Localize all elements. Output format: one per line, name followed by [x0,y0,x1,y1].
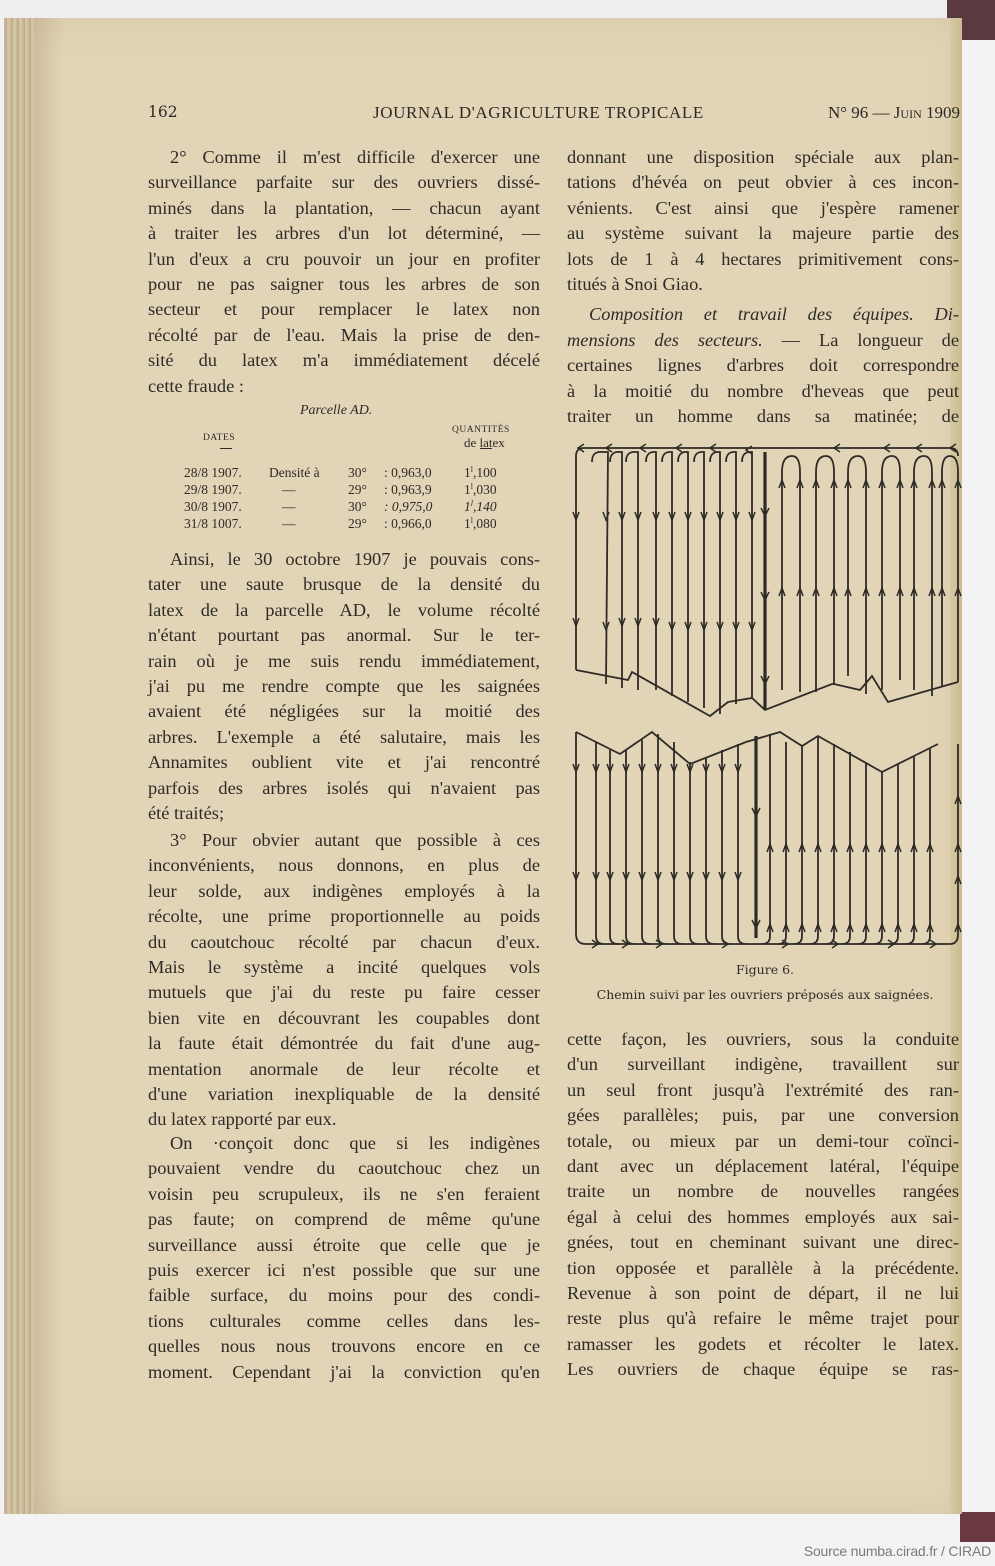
text-line: traite un nombre de nouvelles rangées [567,1181,959,1202]
text-line: traiter un homme dans sa matinée; de [567,406,959,427]
bottom-diagram [573,732,961,948]
text-line: mentation anormale de leur récolte et [148,1058,540,1079]
header-quantities: QUANTITÉS [452,425,510,435]
left-column-para-2 [148,547,540,826]
text-line: Ainsi, le 30 octobre 1907 je pouvais cons- [170,549,540,569]
left-column-para-1 [148,145,540,399]
text-line: parfois des arbres isolés qui n'avaient pas [148,777,540,798]
header-latex: de latex [464,435,505,450]
section-heading: Composition et travail des équipes. Di- [589,304,959,325]
text-line: 3° Pour obvier autant que possible à ces [170,830,540,850]
text-line: d'un surveillant indigène, travaillent sur [567,1054,959,1075]
text-line: pouvaient vendre du caoutchouc chez un [148,1158,540,1179]
figure-6-diagram [570,440,965,960]
issue-info: N° 96 — Juin 1909 [827,103,960,122]
text-line: tions culturales comme celles dans les- [148,1310,540,1331]
text-line: tations d'hévéa on peut obvier à ces incon- [567,172,959,193]
text-line: mensions des secteurs. — La longueur de [567,329,959,350]
text-line: lots de 1 à 4 hectares primitivement cons- [567,248,959,269]
text-line: donnant une disposition spéciale aux plan- [567,147,959,167]
text-line: récolté par de l'eau. Mais la prise de den- [148,324,540,345]
text-line: faible surface, du moins pour des condi- [148,1285,540,1306]
page-number: 162 [148,103,178,121]
left-column-para-3 [148,828,540,1133]
text-line: tater une saute brusque de la densité du [148,574,540,595]
source-credit: Source numba.cirad.fr / CIRAD [803,1543,991,1559]
text-line: tion opposée et parallèle à la précédente. [567,1257,959,1278]
text-line: dant avec un déplacement latéral, l'équipe [567,1156,959,1177]
text-line: n'étant pourtant pas anormal. Sur le ter- [148,625,540,646]
text-line: rain où je me suis rendu immédiatement, [148,650,540,671]
text-line: quelles nous nous trouvons encore en ce [148,1336,540,1357]
dash-divider [220,448,232,449]
text-line: j'ai pu me rendre compte que les saignées [148,676,540,697]
text-line: Les ouvriers de chaque équipe se ras- [567,1359,959,1380]
text-line: vénients. C'est ainsi que j'espère ramener [567,197,959,218]
text-line: puis exercer ici n'est possible que sur une [148,1260,540,1281]
text-line: moment. Cependant j'ai la conviction qu'en [148,1361,540,1382]
left-column-para-4 [148,1131,540,1385]
text-line: pas faute; on comprend de même qu'une [148,1209,540,1230]
text-line: un seul front jusqu'à l'extrémité des ran- [567,1079,959,1100]
table-caption: Parcelle AD. [300,403,373,418]
text-line: ramasser les godets et récolter le latex. [567,1333,959,1354]
text-line: titués à Snoi Giao. [567,274,703,295]
text-line: d'une variation inexpliquable de la densité [148,1084,540,1105]
text-line: pour ne pas saigner tous les arbres de son [148,274,540,295]
text-line: à traiter les arbres d'un lot déterminé, — [148,223,540,244]
running-header [148,103,960,127]
text-line: du latex rapporté par eux. [148,1109,337,1130]
right-column-para-3 [567,1027,959,1383]
text-line: reste plus qu'à refaire le même trajet pour [567,1308,959,1329]
text-line: Revenue à son point de départ, il ne lui [567,1283,959,1304]
figure-label: Figure 6. [736,962,794,977]
text-line: sité du latex m'a immédiatement décelé [148,350,540,371]
journal-title: JOURNAL D'AGRICULTURE TROPICALE [373,103,704,122]
text-line: 2° Comme il m'est difficile d'exercer une [170,147,540,167]
text-line: minés dans la plantation, — chacun ayant [148,197,540,218]
text-line: surveillance aussi étroite que celle que je [148,1234,540,1255]
text-line: du caoutchouc récolté par chacun d'eux. [148,931,540,952]
figure-caption: Chemin suivi par les ouvriers préposés aux saignées. [596,987,934,1002]
text-line: certaines lignes d'arbres doit correspondre [567,355,959,376]
text-line: arbres. L'exemple a été salutaire, mais les [148,726,540,747]
right-column-para-1 [567,145,959,429]
text-line: cette façon, les ouvriers, sous la conduite [567,1029,959,1049]
text-line: totale, ou mieux par un demi-tour coïnci- [567,1130,959,1151]
text-line: mutuels que j'ai du reste pu faire cesser [148,982,540,1003]
text-line: inconvénients, nous donnons, en plus de [148,855,540,876]
text-line: Mais le système a incité quelques vols [148,957,540,978]
text-line: à la moitié du nombre d'heveas que peut [567,380,959,401]
book-cover-edge-bottom [960,1512,995,1542]
text-line: l'un d'eux a cru pouvoir un jour en profiter [148,248,540,269]
scan-background-top [0,0,995,20]
text-line: leur solde, aux indigènes employés à la [148,880,540,901]
text-line: latex de la parcelle AD, le volume récolté [148,599,540,620]
text-line: la faute était démontrée du fait d'une aug- [148,1033,540,1054]
section-heading-cont: mensions des secteurs. [567,329,763,350]
gutter-shadow [34,18,64,1514]
page-stack-edge-left [4,18,34,1514]
text-line: gnées, tout en cheminant suivant une direc- [567,1232,959,1253]
text-line: été traités; [148,803,225,824]
dash-divider [480,448,492,449]
text-line: bien vite en découvrant les coupables dont [148,1007,540,1028]
header-dates: DATES [203,433,236,443]
text-line: gées parallèles; puis, par une conversion [567,1105,959,1126]
text-line: Annamites oublient vite et j'ai rencontré [148,752,540,773]
text-line: voisin peu scrupuleux, ils ne s'en feraient [148,1183,540,1204]
top-diagram [573,444,961,716]
text-line: secteur et pour remplacer le latex non [148,299,540,320]
text-line: égal à celui des hommes employés aux sai- [567,1206,959,1227]
text-line: cette fraude : [148,375,244,396]
text-line: surveillance parfaite sur des ouvriers dissé- [148,172,540,193]
text-line: au système suivant la majeure partie des [567,223,959,244]
text-line: avaient été négligées sur la moitié des [148,701,540,722]
text-line: On ·conçoit donc que si les indigènes [170,1133,540,1153]
text-line: récolte, une prime proportionnelle au poids [148,906,540,927]
